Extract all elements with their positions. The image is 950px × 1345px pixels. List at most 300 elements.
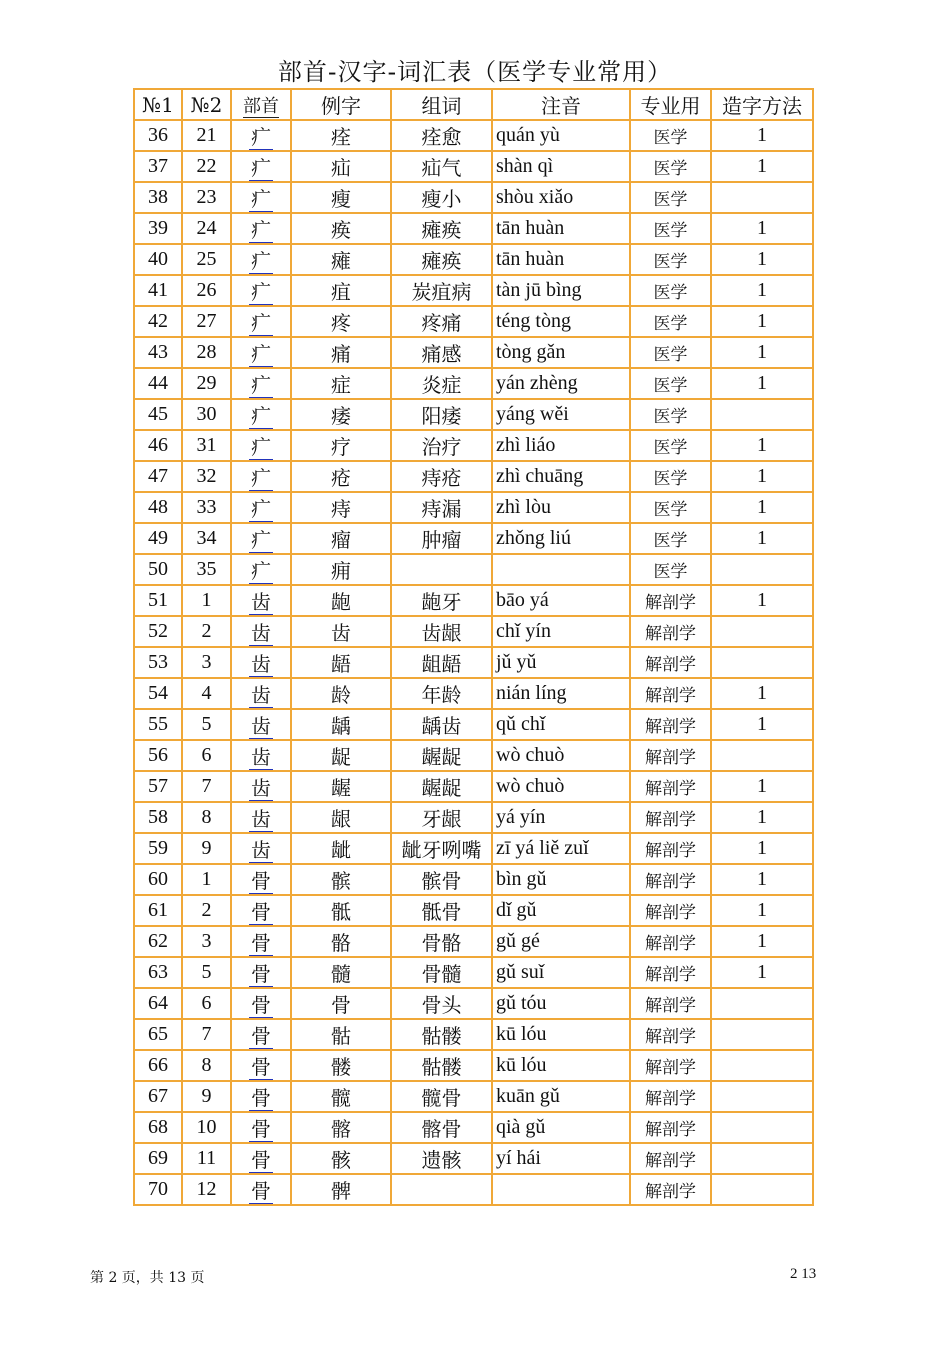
- cell-radical: 疒: [231, 213, 291, 244]
- cell-specialty: 医学: [630, 337, 711, 368]
- cell-no2: 26: [182, 275, 231, 306]
- cell-specialty: 解剖学: [630, 647, 711, 678]
- cell-example-char: 髀: [291, 1174, 391, 1205]
- cell-pinyin: tòng gǎn: [492, 337, 630, 368]
- cell-no1: 63: [134, 957, 182, 988]
- cell-radical: 疒: [231, 554, 291, 585]
- cell-word: 治疗: [391, 430, 492, 461]
- cell-radical: 疒: [231, 182, 291, 213]
- cell-specialty: 解剖学: [630, 1112, 711, 1143]
- table-row: [134, 1050, 813, 1081]
- cell-word: 疼痛: [391, 306, 492, 337]
- cell-example-char: 骶: [291, 895, 391, 926]
- cell-word: 髌骨: [391, 864, 492, 895]
- cell-word: 龌龊: [391, 740, 492, 771]
- cell-specialty: 医学: [630, 244, 711, 275]
- page-title: 部首-汉字-词汇表（医学专业常用）: [277, 58, 673, 86]
- header-pinyin: 注音: [492, 89, 630, 120]
- cell-example-char: 龊: [291, 740, 391, 771]
- cell-no2: 27: [182, 306, 231, 337]
- cell-no2: 8: [182, 1050, 231, 1081]
- cell-no2: 9: [182, 1081, 231, 1112]
- cell-word: 龃龉: [391, 647, 492, 678]
- cell-pinyin: téng tòng: [492, 306, 630, 337]
- cell-no1: 57: [134, 771, 182, 802]
- cell-word: 骨头: [391, 988, 492, 1019]
- cell-no1: 54: [134, 678, 182, 709]
- cell-formation: 1: [711, 244, 813, 275]
- cell-pinyin: yí hái: [492, 1143, 630, 1174]
- cell-no2: 2: [182, 895, 231, 926]
- cell-pinyin: shòu xiǎo: [492, 182, 630, 213]
- page-footer-label: 第 2 页，共 13 页: [90, 1270, 205, 1286]
- cell-specialty: 解剖学: [630, 1174, 711, 1205]
- cell-example-char: 痈: [291, 554, 391, 585]
- cell-specialty: 解剖学: [630, 802, 711, 833]
- cell-specialty: 解剖学: [630, 678, 711, 709]
- cell-pinyin: zhì chuāng: [492, 461, 630, 492]
- cell-radical: 骨: [231, 864, 291, 895]
- cell-radical: 骨: [231, 1019, 291, 1050]
- cell-example-char: 疼: [291, 306, 391, 337]
- table-row: [134, 1019, 813, 1050]
- cell-word: 瘦小: [391, 182, 492, 213]
- cell-word: 炎症: [391, 368, 492, 399]
- cell-no1: 64: [134, 988, 182, 1019]
- table-row: [134, 988, 813, 1019]
- cell-pinyin: qǔ chǐ: [492, 709, 630, 740]
- table-row: [134, 120, 813, 151]
- cell-radical: 齿: [231, 678, 291, 709]
- cell-radical: 疒: [231, 399, 291, 430]
- cell-formation: [711, 1143, 813, 1174]
- cell-specialty: 医学: [630, 430, 711, 461]
- cell-formation: 1: [711, 895, 813, 926]
- cell-example-char: 龈: [291, 802, 391, 833]
- cell-example-char: 痔: [291, 492, 391, 523]
- cell-formation: [711, 182, 813, 213]
- cell-pinyin: nián líng: [492, 678, 630, 709]
- cell-specialty: 医学: [630, 306, 711, 337]
- cell-specialty: 解剖学: [630, 895, 711, 926]
- cell-formation: 1: [711, 585, 813, 616]
- cell-example-char: 瘤: [291, 523, 391, 554]
- cell-no1: 51: [134, 585, 182, 616]
- cell-formation: [711, 616, 813, 647]
- cell-no2: 33: [182, 492, 231, 523]
- cell-specialty: 解剖学: [630, 1050, 711, 1081]
- cell-formation: 1: [711, 771, 813, 802]
- page-footer-numbers: 2 13: [790, 1266, 817, 1282]
- cell-pinyin: gǔ suǐ: [492, 957, 630, 988]
- cell-pinyin: jǔ yǔ: [492, 647, 630, 678]
- cell-no1: 50: [134, 554, 182, 585]
- cell-word: 牙龈: [391, 802, 492, 833]
- cell-specialty: 解剖学: [630, 616, 711, 647]
- cell-pinyin: zhì liáo: [492, 430, 630, 461]
- cell-no2: 1: [182, 864, 231, 895]
- cell-no2: 12: [182, 1174, 231, 1205]
- cell-no1: 40: [134, 244, 182, 275]
- cell-radical: 齿: [231, 771, 291, 802]
- cell-specialty: 医学: [630, 461, 711, 492]
- cell-example-char: 疽: [291, 275, 391, 306]
- cell-formation: 1: [711, 957, 813, 988]
- table-row: [134, 1081, 813, 1112]
- cell-word: 骨髓: [391, 957, 492, 988]
- table-row: [134, 306, 813, 337]
- cell-no1: 53: [134, 647, 182, 678]
- cell-example-char: 髅: [291, 1050, 391, 1081]
- cell-formation: [711, 1112, 813, 1143]
- cell-word: 骨骼: [391, 926, 492, 957]
- cell-radical: 骨: [231, 1050, 291, 1081]
- table-row: [134, 709, 813, 740]
- cell-word: 痊愈: [391, 120, 492, 151]
- cell-pinyin: zhì lòu: [492, 492, 630, 523]
- cell-no1: 41: [134, 275, 182, 306]
- cell-specialty: 解剖学: [630, 957, 711, 988]
- cell-no1: 58: [134, 802, 182, 833]
- cell-no2: 4: [182, 678, 231, 709]
- cell-specialty: 解剖学: [630, 1143, 711, 1174]
- cell-no1: 69: [134, 1143, 182, 1174]
- cell-pinyin: wò chuò: [492, 740, 630, 771]
- cell-specialty: 解剖学: [630, 585, 711, 616]
- cell-pinyin: chǐ yín: [492, 616, 630, 647]
- table-row: [134, 244, 813, 275]
- table-row: [134, 151, 813, 182]
- cell-specialty: 医学: [630, 492, 711, 523]
- table-row: [134, 461, 813, 492]
- cell-pinyin: tān huàn: [492, 213, 630, 244]
- cell-radical: 骨: [231, 1112, 291, 1143]
- cell-specialty: 医学: [630, 368, 711, 399]
- cell-pinyin: dǐ gǔ: [492, 895, 630, 926]
- cell-word: 髂骨: [391, 1112, 492, 1143]
- cell-word: 年龄: [391, 678, 492, 709]
- cell-formation: 1: [711, 678, 813, 709]
- cell-example-char: 髓: [291, 957, 391, 988]
- cell-no2: 3: [182, 647, 231, 678]
- cell-pinyin: [492, 1174, 630, 1205]
- cell-formation: 1: [711, 461, 813, 492]
- table-row: [134, 864, 813, 895]
- table-row: [134, 182, 813, 213]
- cell-radical: 齿: [231, 585, 291, 616]
- table-row: [134, 1143, 813, 1174]
- cell-radical: 齿: [231, 833, 291, 864]
- header-word: 组词: [391, 89, 492, 120]
- cell-pinyin: kū lóu: [492, 1050, 630, 1081]
- cell-example-char: 龌: [291, 771, 391, 802]
- cell-formation: 1: [711, 151, 813, 182]
- cell-no1: 49: [134, 523, 182, 554]
- cell-no1: 55: [134, 709, 182, 740]
- cell-formation: 1: [711, 864, 813, 895]
- cell-no1: 39: [134, 213, 182, 244]
- cell-formation: [711, 554, 813, 585]
- cell-specialty: 解剖学: [630, 833, 711, 864]
- cell-word: 齿龈: [391, 616, 492, 647]
- cell-example-char: 龅: [291, 585, 391, 616]
- table-row: [134, 926, 813, 957]
- header-specialty: 专业用: [630, 89, 711, 120]
- cell-pinyin: gǔ gé: [492, 926, 630, 957]
- table-row: [134, 833, 813, 864]
- cell-example-char: 骼: [291, 926, 391, 957]
- cell-pinyin: bìn gǔ: [492, 864, 630, 895]
- cell-specialty: 解剖学: [630, 709, 711, 740]
- table-row: [134, 616, 813, 647]
- table-row: [134, 430, 813, 461]
- cell-no1: 56: [134, 740, 182, 771]
- cell-radical: 骨: [231, 957, 291, 988]
- cell-no2: 34: [182, 523, 231, 554]
- cell-no1: 61: [134, 895, 182, 926]
- cell-no1: 52: [134, 616, 182, 647]
- table-row: [134, 895, 813, 926]
- cell-formation: 1: [711, 926, 813, 957]
- cell-radical: 骨: [231, 1143, 291, 1174]
- cell-pinyin: wò chuò: [492, 771, 630, 802]
- cell-no1: 62: [134, 926, 182, 957]
- cell-radical: 疒: [231, 275, 291, 306]
- header-example-char: 例字: [291, 89, 391, 120]
- cell-radical: 骨: [231, 1174, 291, 1205]
- cell-pinyin: [492, 554, 630, 585]
- cell-example-char: 骨: [291, 988, 391, 1019]
- table-row: [134, 213, 813, 244]
- cell-no1: 60: [134, 864, 182, 895]
- table-row: [134, 1174, 813, 1205]
- cell-pinyin: gǔ tóu: [492, 988, 630, 1019]
- cell-no1: 44: [134, 368, 182, 399]
- cell-no1: 68: [134, 1112, 182, 1143]
- cell-no1: 47: [134, 461, 182, 492]
- cell-formation: 1: [711, 275, 813, 306]
- cell-no2: 3: [182, 926, 231, 957]
- cell-no2: 21: [182, 120, 231, 151]
- cell-no1: 45: [134, 399, 182, 430]
- cell-word: 疝气: [391, 151, 492, 182]
- cell-word: 龅牙: [391, 585, 492, 616]
- cell-no1: 48: [134, 492, 182, 523]
- cell-specialty: 医学: [630, 523, 711, 554]
- cell-no2: 9: [182, 833, 231, 864]
- cell-no1: 38: [134, 182, 182, 213]
- cell-no2: 28: [182, 337, 231, 368]
- cell-pinyin: zī yá liě zuǐ: [492, 833, 630, 864]
- cell-pinyin: kuān gǔ: [492, 1081, 630, 1112]
- cell-pinyin: kū lóu: [492, 1019, 630, 1050]
- cell-no1: 65: [134, 1019, 182, 1050]
- cell-no1: 43: [134, 337, 182, 368]
- cell-no2: 10: [182, 1112, 231, 1143]
- cell-formation: 1: [711, 523, 813, 554]
- cell-radical: 齿: [231, 616, 291, 647]
- cell-example-char: 瘦: [291, 182, 391, 213]
- cell-specialty: 医学: [630, 151, 711, 182]
- cell-specialty: 解剖学: [630, 864, 711, 895]
- cell-no2: 23: [182, 182, 231, 213]
- header-formation: 造字方法: [711, 89, 813, 120]
- cell-example-char: 齿: [291, 616, 391, 647]
- cell-radical: 疒: [231, 151, 291, 182]
- cell-example-char: 痿: [291, 399, 391, 430]
- cell-formation: 1: [711, 709, 813, 740]
- cell-no1: 42: [134, 306, 182, 337]
- cell-word: [391, 1174, 492, 1205]
- cell-no2: 31: [182, 430, 231, 461]
- cell-no2: 7: [182, 771, 231, 802]
- cell-radical: 骨: [231, 926, 291, 957]
- cell-formation: [711, 740, 813, 771]
- table-row: [134, 399, 813, 430]
- cell-specialty: 解剖学: [630, 1081, 711, 1112]
- table-row: [134, 368, 813, 399]
- table-row: [134, 1112, 813, 1143]
- cell-no2: 5: [182, 957, 231, 988]
- cell-word: [391, 554, 492, 585]
- cell-no1: 37: [134, 151, 182, 182]
- cell-example-char: 疗: [291, 430, 391, 461]
- table-row: [134, 585, 813, 616]
- cell-word: 炭疽病: [391, 275, 492, 306]
- cell-formation: 1: [711, 306, 813, 337]
- table-row: [134, 957, 813, 988]
- cell-example-char: 痛: [291, 337, 391, 368]
- cell-word: 痛感: [391, 337, 492, 368]
- cell-no2: 25: [182, 244, 231, 275]
- header-no1: №1: [134, 89, 182, 120]
- cell-no2: 32: [182, 461, 231, 492]
- cell-no1: 59: [134, 833, 182, 864]
- cell-example-char: 髋: [291, 1081, 391, 1112]
- cell-specialty: 医学: [630, 275, 711, 306]
- cell-no1: 46: [134, 430, 182, 461]
- cell-word: 痔漏: [391, 492, 492, 523]
- cell-formation: [711, 647, 813, 678]
- cell-word: 髋骨: [391, 1081, 492, 1112]
- cell-formation: 1: [711, 492, 813, 523]
- cell-formation: 1: [711, 368, 813, 399]
- cell-no1: 66: [134, 1050, 182, 1081]
- cell-word: 瘫痪: [391, 244, 492, 275]
- cell-no1: 70: [134, 1174, 182, 1205]
- cell-radical: 齿: [231, 709, 291, 740]
- table-row: [134, 678, 813, 709]
- cell-no2: 11: [182, 1143, 231, 1174]
- table-row: [134, 740, 813, 771]
- cell-no2: 1: [182, 585, 231, 616]
- cell-example-char: 症: [291, 368, 391, 399]
- cell-specialty: 医学: [630, 120, 711, 151]
- cell-pinyin: tān huàn: [492, 244, 630, 275]
- header-no2: №2: [182, 89, 231, 120]
- header-row: [134, 89, 813, 120]
- cell-word: 骷髅: [391, 1050, 492, 1081]
- cell-word: 瘫痪: [391, 213, 492, 244]
- cell-radical: 疒: [231, 430, 291, 461]
- cell-specialty: 医学: [630, 213, 711, 244]
- cell-formation: 1: [711, 802, 813, 833]
- cell-radical: 疒: [231, 337, 291, 368]
- cell-formation: 1: [711, 213, 813, 244]
- cell-radical: 疒: [231, 492, 291, 523]
- header-radical: 部首: [231, 89, 291, 120]
- cell-radical: 齿: [231, 647, 291, 678]
- cell-specialty: 解剖学: [630, 988, 711, 1019]
- cell-formation: 1: [711, 120, 813, 151]
- cell-no2: 24: [182, 213, 231, 244]
- cell-formation: 1: [711, 337, 813, 368]
- cell-radical: 疒: [231, 461, 291, 492]
- cell-no2: 2: [182, 616, 231, 647]
- cell-specialty: 医学: [630, 182, 711, 213]
- cell-word: 龌龊: [391, 771, 492, 802]
- cell-formation: [711, 1081, 813, 1112]
- cell-no2: 29: [182, 368, 231, 399]
- cell-example-char: 疝: [291, 151, 391, 182]
- cell-radical: 疒: [231, 120, 291, 151]
- cell-word: 痔疮: [391, 461, 492, 492]
- cell-radical: 齿: [231, 802, 291, 833]
- cell-formation: [711, 399, 813, 430]
- cell-radical: 疒: [231, 244, 291, 275]
- cell-example-char: 瘫: [291, 244, 391, 275]
- cell-radical: 疒: [231, 523, 291, 554]
- cell-formation: [711, 1019, 813, 1050]
- cell-word: 龇牙咧嘴: [391, 833, 492, 864]
- cell-radical: 骨: [231, 1081, 291, 1112]
- table-row: [134, 523, 813, 554]
- cell-no2: 8: [182, 802, 231, 833]
- cell-no2: 30: [182, 399, 231, 430]
- cell-word: 遗骸: [391, 1143, 492, 1174]
- cell-example-char: 骷: [291, 1019, 391, 1050]
- cell-formation: [711, 1174, 813, 1205]
- cell-radical: 齿: [231, 740, 291, 771]
- cell-word: 肿瘤: [391, 523, 492, 554]
- vocabulary-table: [133, 88, 814, 1206]
- cell-specialty: 解剖学: [630, 1019, 711, 1050]
- cell-specialty: 医学: [630, 399, 711, 430]
- cell-pinyin: qià gǔ: [492, 1112, 630, 1143]
- cell-word: 骶骨: [391, 895, 492, 926]
- cell-no1: 67: [134, 1081, 182, 1112]
- cell-word: 龋齿: [391, 709, 492, 740]
- cell-word: 骷髅: [391, 1019, 492, 1050]
- cell-radical: 疒: [231, 306, 291, 337]
- cell-example-char: 疮: [291, 461, 391, 492]
- cell-pinyin: zhǒng liú: [492, 523, 630, 554]
- cell-pinyin: bāo yá: [492, 585, 630, 616]
- table-row: [134, 275, 813, 306]
- table-row: [134, 337, 813, 368]
- table-row: [134, 802, 813, 833]
- cell-example-char: 龋: [291, 709, 391, 740]
- cell-pinyin: yán zhèng: [492, 368, 630, 399]
- cell-example-char: 龉: [291, 647, 391, 678]
- cell-no2: 6: [182, 740, 231, 771]
- cell-example-char: 痊: [291, 120, 391, 151]
- cell-no2: 6: [182, 988, 231, 1019]
- table-row: [134, 647, 813, 678]
- table-row: [134, 771, 813, 802]
- cell-word: 阳痿: [391, 399, 492, 430]
- cell-example-char: 髌: [291, 864, 391, 895]
